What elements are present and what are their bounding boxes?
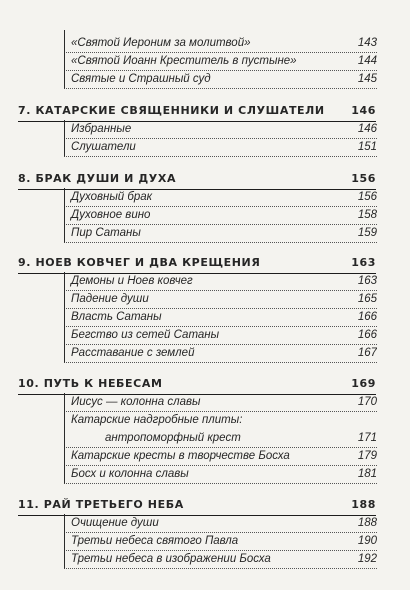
- chapter-title: 11. РАЙ ТРЕТЬЕГО НЕБА: [18, 498, 184, 511]
- toc-entry: [64, 550, 377, 569]
- toc-entry-title: Демоны и Ноев ковчег: [71, 275, 193, 287]
- toc-entry-page: 192: [357, 553, 377, 565]
- toc-entry: [64, 447, 377, 466]
- toc-entry-page: 165: [357, 293, 377, 305]
- toc-entry-page: 167: [357, 347, 377, 359]
- chapter-heading: [18, 99, 376, 122]
- chapter-heading: [18, 251, 376, 274]
- toc-entry: [64, 411, 377, 429]
- toc-entry: [64, 465, 377, 484]
- chapter-page: 169: [351, 377, 376, 390]
- chapter-page: 156: [351, 172, 376, 185]
- chapter-heading: [18, 372, 376, 395]
- toc-entry: [64, 52, 377, 71]
- toc-entry-title: Власть Сатаны: [71, 311, 162, 323]
- toc-entry-title: Катарские кресты в творчестве Босха: [71, 450, 290, 462]
- toc-entry: [64, 308, 377, 327]
- toc-entry: [64, 224, 377, 243]
- toc-entry: [64, 344, 377, 363]
- toc-entry-page: 166: [357, 329, 377, 341]
- chapter-page: 188: [351, 498, 376, 511]
- toc-entry: [64, 290, 377, 309]
- chapter-page: 163: [351, 256, 376, 269]
- toc-entry-title: Падение души: [71, 293, 149, 305]
- toc-entry-title: Духовное вино: [71, 209, 151, 221]
- toc-entry: [64, 138, 377, 157]
- toc-entry-page: 181: [357, 468, 377, 480]
- chapter-title: 7. КАТАРСКИЕ СВЯЩЕННИКИ И СЛУШАТЕЛИ: [18, 104, 325, 117]
- toc-entry-title: Босх и колонна славы: [71, 468, 189, 480]
- chapter-page: 146: [351, 104, 376, 117]
- toc-entry-page: 151: [357, 141, 377, 153]
- toc-entry-page: 188: [357, 517, 377, 529]
- chapter-heading: [18, 493, 376, 516]
- toc-entry: [64, 532, 377, 551]
- toc-entry-title: Святые и Страшный суд: [71, 73, 211, 85]
- toc-entry-page: 170: [357, 396, 377, 408]
- toc-entry-page: 171: [357, 432, 377, 444]
- toc-entry: [64, 429, 377, 448]
- toc-entry-title: антропоморфный крест: [105, 432, 241, 444]
- toc-entry-page: 145: [357, 73, 377, 85]
- toc-entry-title: Слушатели: [71, 141, 136, 153]
- toc-entry-title: Бегство из сетей Сатаны: [71, 329, 220, 341]
- toc-entry-title: «Святой Иероним за молитвой»: [71, 37, 251, 49]
- toc-entry: [64, 326, 377, 345]
- toc-entry-title: Третьи небеса святого Павла: [71, 535, 239, 547]
- toc-entry-page: 158: [357, 209, 377, 221]
- toc-entry-title: Иисус — колонна славы: [71, 396, 201, 408]
- chapter-heading: [18, 167, 376, 190]
- toc-entry-page: 190: [357, 535, 377, 547]
- toc-entry: [64, 70, 377, 89]
- toc-entry-title: Избранные: [71, 123, 132, 135]
- toc-entry-title: Третьи небеса в изображении Босха: [71, 553, 271, 565]
- chapter-title: 9. НОЕВ КОВЧЕГ И ДВА КРЕЩЕНИЯ: [18, 256, 261, 269]
- toc-entry-title: Духовный брак: [71, 191, 153, 203]
- toc-entry: [64, 514, 377, 533]
- toc-entry-title: Пир Сатаны: [71, 227, 141, 239]
- toc-entry: [64, 393, 377, 412]
- toc-entry: [64, 272, 377, 291]
- toc-entry-title: Катарские надгробные плиты:: [71, 414, 243, 426]
- chapter-title: 10. ПУТЬ К НЕБЕСАМ: [18, 377, 163, 390]
- chapter-title: 8. БРАК ДУШИ И ДУХА: [18, 172, 177, 185]
- toc-entry-page: 163: [357, 275, 377, 287]
- toc-entry-title: «Святой Иоанн Креститель в пустыне»: [71, 55, 297, 67]
- toc-entry-page: 179: [357, 450, 377, 462]
- toc-entry-title: Расставание с землей: [71, 347, 195, 359]
- toc-entry-title: Очищение души: [71, 517, 159, 529]
- toc-entry-page: 146: [357, 123, 377, 135]
- toc-entry: [64, 34, 377, 53]
- toc-entry: [64, 120, 377, 139]
- toc-entry-page: 166: [357, 311, 377, 323]
- toc-entry-page: 159: [357, 227, 377, 239]
- toc-entry-page: 144: [357, 55, 377, 67]
- toc-entry-page: 143: [357, 37, 377, 49]
- toc-entry: [64, 188, 377, 207]
- toc-entry-page: 156: [357, 191, 377, 203]
- toc-entry: [64, 206, 377, 225]
